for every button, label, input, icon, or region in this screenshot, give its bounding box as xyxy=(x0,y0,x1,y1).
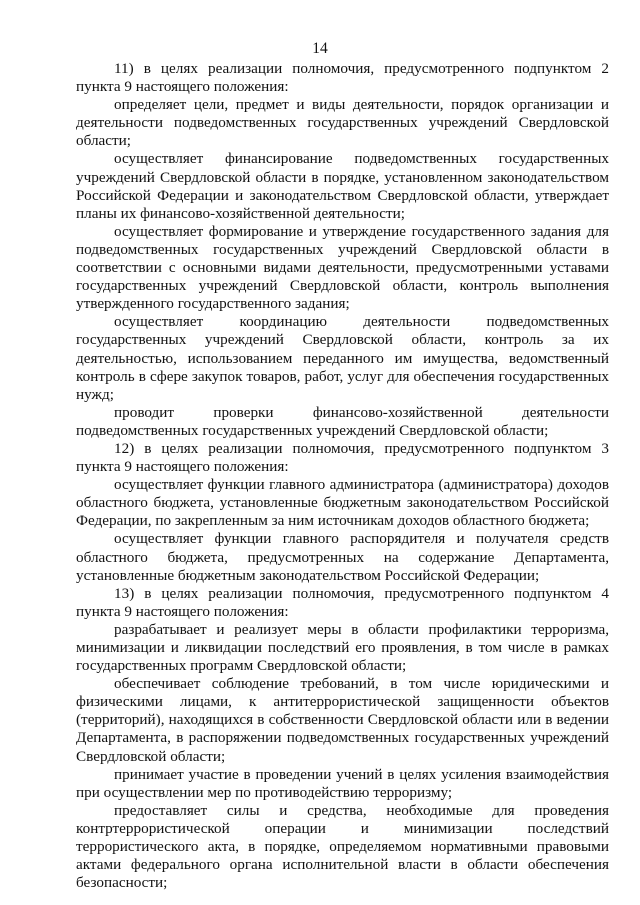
paragraph-13-intro: 13) в целях реализации полномочия, предусмотренного подпунктом 4 пункта 9 настоящего положения: xyxy=(76,584,609,620)
document-body xyxy=(76,60,609,892)
page-number: 14 xyxy=(312,40,328,57)
paragraph: осуществляет формирование и утверждение государственного задания для подведомственных государственных учреждений Свердловской области в соответствии с основными видами деятельности, предусмотренными уставами государственных учреждений Свердловской области, контроль выполнения утвержденного государственного задания; xyxy=(76,222,609,313)
paragraph: проводит проверки финансово-хозяйственной деятельности подведомственных государственных учреждений Свердловской области; xyxy=(76,403,609,439)
paragraph: разрабатывает и реализует меры в области профилактики терроризма, минимизации и ликвидации последствий его проявления, в том числе в рамках государственных программ Свердловской области; xyxy=(76,620,609,675)
paragraph-11-intro: 11) в целях реализации полномочия, предусмотренного подпунктом 2 пункта 9 настоящего положения: xyxy=(76,60,609,96)
paragraph: осуществляет финансирование подведомственных государственных учреждений Свердловской области в порядке, установленном законодательством Российской Федерации и законодательством Свердловской области, утверждает планы их финансово-хозяйственной деятельности; xyxy=(76,150,609,222)
paragraph: осуществляет функции главного администратора (администратора) доходов областного бюджета, установленные бюджетным законодательством Российской Федерации, по закрепленным за ним источникам доходов областного бюджета; xyxy=(76,476,609,530)
paragraph: осуществляет функции главного распорядителя и получателя средств областного бюджета, предусмотренных на содержание Департамента, установленные бюджетным законодательством Российской Федерации; xyxy=(76,530,609,584)
paragraph: осуществляет координацию деятельности подведомственных государственных учреждений Свердловской области, контроль за их деятельностью, использованием переданного им имущества, ведомственный контроль в сфере закупок товаров, работ, услуг для обеспечения государственных нужд; xyxy=(76,313,609,403)
paragraph: обеспечивает соблюдение требований, в том числе юридическими и физическими лицами, к антитеррористической защищенности объектов (территорий), находящихся в собственности Свердловской области или в ведении Департамента, в распоряжении подведомственных государственных учреждений Свердловской области; xyxy=(76,675,609,765)
paragraph-12-intro: 12) в целях реализации полномочия, предусмотренного подпунктом 3 пункта 9 настоящего положения: xyxy=(76,439,609,476)
paragraph: определяет цели, предмет и виды деятельности, порядок организации и деятельности подведомственных государственных учреждений Свердловской области; xyxy=(76,96,609,150)
paragraph: принимает участие в проведении учений в целях усиления взаимодействия при осуществлении мер по противодействию терроризму; xyxy=(76,765,609,801)
paragraph: предоставляет силы и средства, необходимые для проведения контртеррористической операции и минимизации последствий террористического акта, в порядке, определяемом нормативными правовыми актами федерального органа исполнительной власти в области обеспечения безопасности; xyxy=(76,801,609,892)
